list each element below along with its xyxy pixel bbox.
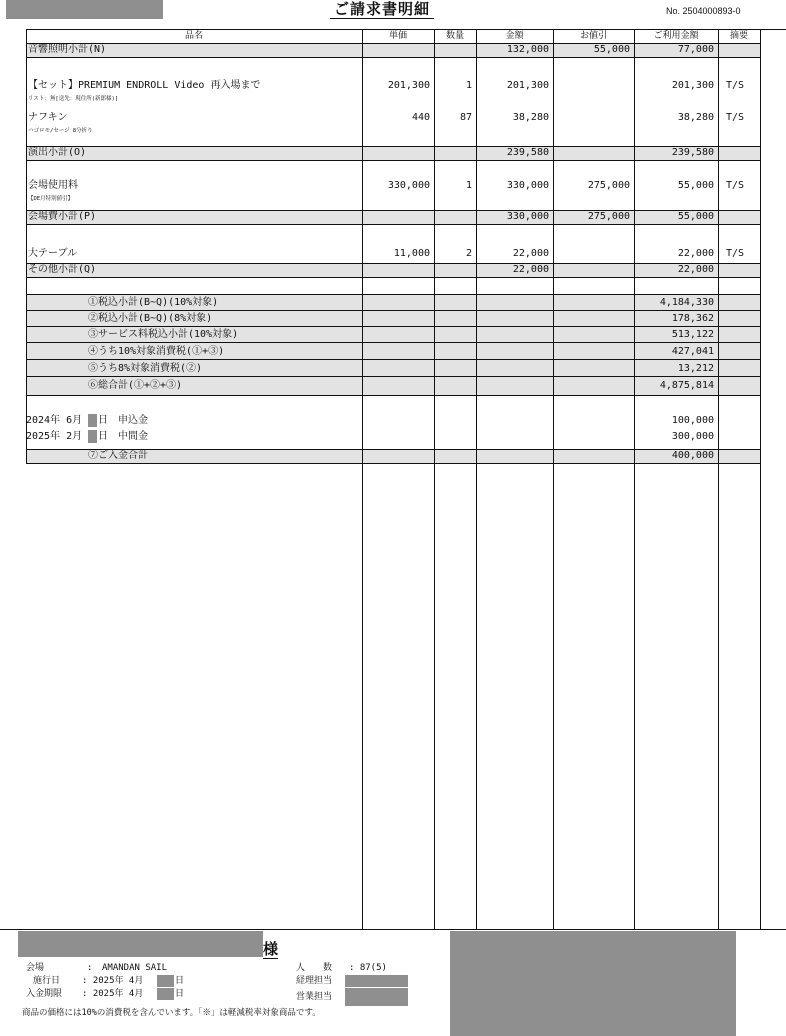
- row-remarks: T/S: [726, 112, 745, 123]
- row-unit-price: 201,300: [387, 80, 430, 91]
- redacted-day: [88, 430, 97, 443]
- grid-line: [718, 29, 719, 929]
- grid-line: [26, 57, 760, 58]
- summary-value: 4,875,814: [659, 380, 714, 391]
- row-usage: 239,580: [671, 147, 714, 158]
- row-usage: 38,280: [677, 112, 714, 123]
- redacted-company-block: [450, 931, 736, 1036]
- row-discount: 275,000: [587, 211, 630, 222]
- page-title: ご請求書明細: [330, 0, 434, 19]
- col-header-usage: ご利用金額: [653, 31, 699, 41]
- grid-line: [26, 376, 760, 377]
- col-header-name: 品名: [184, 31, 203, 41]
- row-usage: 77,000: [677, 44, 714, 55]
- deadline-suffix: 日: [175, 989, 185, 999]
- summary-value: 427,041: [671, 346, 714, 357]
- row-amount: 22,000: [512, 264, 549, 275]
- row-name: その他小計(Q): [28, 264, 97, 275]
- redacted-accounting-name: [345, 975, 408, 987]
- grid-line: [362, 29, 363, 929]
- payment-value: 300,000: [671, 431, 714, 442]
- row-amount: 22,000: [512, 248, 549, 259]
- row-name: ナフキン: [28, 112, 68, 123]
- redacted-day: [88, 414, 97, 427]
- people-label: 人 数: [296, 963, 333, 973]
- event-date-suffix: 日: [175, 976, 185, 986]
- payment-date: 2025年 2月: [26, 431, 83, 442]
- grid-line: [476, 29, 477, 929]
- row-name: 大テーブル: [28, 248, 78, 259]
- row-unit-price: 330,000: [387, 180, 430, 191]
- tax-note: 商品の価格には10%の消費税を含んでいます。「※」は軽減税率対象商品です。: [22, 1008, 321, 1018]
- payment-total-label: ⑦ご入金合計: [88, 450, 148, 461]
- grid-line: [26, 310, 760, 311]
- col-header-unit-price: 単価: [388, 31, 407, 41]
- document-number: No. 2504000893-0: [666, 6, 741, 16]
- grid-line: [634, 29, 635, 929]
- row-amount: 330,000: [506, 211, 549, 222]
- grid-line: [26, 395, 760, 396]
- summary-value: 4,184,330: [659, 297, 714, 308]
- col-header-amount: 金額: [505, 31, 524, 41]
- redacted-customer-name: [18, 931, 263, 957]
- row-usage: 55,000: [677, 211, 714, 222]
- event-date-label: 施行日: [33, 976, 61, 986]
- honorific: 様: [263, 940, 279, 958]
- grid-line: [26, 294, 760, 295]
- row-name: 会場使用料: [28, 180, 78, 191]
- summary-value: 178,362: [671, 313, 714, 324]
- summary-value: 13,212: [677, 363, 714, 374]
- deadline-value: : 2025年 4月: [82, 989, 144, 999]
- row-usage: 22,000: [677, 248, 714, 259]
- payment-label: 申込金: [118, 415, 148, 426]
- row-name: 【セット】PREMIUM ENDROLL Video 再入場まで: [28, 80, 261, 91]
- row-name: 音響照明小計(N): [28, 44, 107, 55]
- event-date-value: : 2025年 4月: [82, 976, 144, 986]
- row-qty: 1: [465, 80, 472, 91]
- summary-label: ③サービス料税込小計(10%対象): [88, 329, 239, 340]
- payment-label: 中間金: [118, 431, 148, 442]
- row-usage: 22,000: [677, 264, 714, 275]
- row-discount: 275,000: [587, 180, 630, 191]
- payment-day-suffix: 日: [98, 431, 108, 442]
- row-usage: 55,000: [677, 180, 714, 191]
- payment-total-value: 400,000: [671, 450, 714, 461]
- summary-label: ⑤うち8%対象消費税(②): [88, 363, 203, 374]
- row-remarks: T/S: [726, 180, 745, 191]
- accounting-label: 経理担当: [296, 976, 333, 986]
- row-remarks: T/S: [726, 80, 745, 91]
- col-header-qty: 数量: [445, 31, 464, 41]
- venue-sep: :: [87, 963, 93, 973]
- row-discount: 55,000: [593, 44, 630, 55]
- grid-line: [26, 160, 760, 161]
- row-name: 演出小計(O): [28, 147, 87, 158]
- grid-line: [26, 342, 760, 343]
- row-subtext: リスト：無[送先：現住所(新郎様)]: [28, 96, 119, 102]
- row-subtext: ハゴロモ/セージ 8分折り: [28, 128, 93, 134]
- summary-value: 513,122: [671, 329, 714, 340]
- row-qty: 87: [459, 112, 472, 123]
- row-amount: 38,280: [512, 112, 549, 123]
- payment-value: 100,000: [671, 415, 714, 426]
- grid-line: [760, 29, 761, 929]
- summary-label: ⑥総合計(①+②+③): [88, 380, 183, 391]
- row-unit-price: 440: [411, 112, 430, 123]
- col-header-remarks: 摘要: [729, 31, 748, 41]
- row-qty: 2: [465, 248, 472, 259]
- redacted-day: [157, 988, 174, 1000]
- payment-date: 2024年 6月: [26, 415, 83, 426]
- row-amount: 132,000: [506, 44, 549, 55]
- payment-day-suffix: 日: [98, 415, 108, 426]
- grid-line: [26, 463, 760, 464]
- grid-line: [26, 277, 760, 278]
- people-value: : 87(5): [349, 963, 387, 973]
- grid-line: [434, 29, 435, 929]
- summary-label: ②税込小計(B~Q)(8%対象): [88, 313, 213, 324]
- row-amount: 201,300: [506, 80, 549, 91]
- redacted-sales-name: [345, 988, 408, 1006]
- redacted-day: [157, 975, 174, 987]
- grid-line: [26, 224, 760, 225]
- summary-label: ①税込小計(B~Q)(10%対象): [88, 297, 219, 308]
- grid-line: [26, 326, 760, 327]
- grid-line: [26, 29, 27, 463]
- row-subtext: 【DE月特別値引】: [28, 196, 74, 202]
- row-amount: 330,000: [506, 180, 549, 191]
- venue-label: 会場: [26, 963, 45, 973]
- grid-line: [26, 359, 760, 360]
- col-header-discount: お値引: [579, 31, 607, 41]
- row-amount: 239,580: [506, 147, 549, 158]
- row-qty: 1: [465, 180, 472, 191]
- grid-line: [553, 29, 554, 929]
- venue-value: AMANDAN SAIL: [102, 963, 168, 973]
- summary-label: ④うち10%対象消費税(①+③): [88, 346, 225, 357]
- row-name: 会場費小計(P): [28, 211, 97, 222]
- row-remarks: T/S: [726, 248, 745, 259]
- sales-label: 営業担当: [296, 992, 333, 1002]
- row-unit-price: 11,000: [393, 248, 430, 259]
- redacted-name-block: [6, 0, 163, 19]
- deadline-label: 入金期限: [26, 989, 63, 999]
- grid-line: [0, 929, 786, 930]
- row-usage: 201,300: [671, 80, 714, 91]
